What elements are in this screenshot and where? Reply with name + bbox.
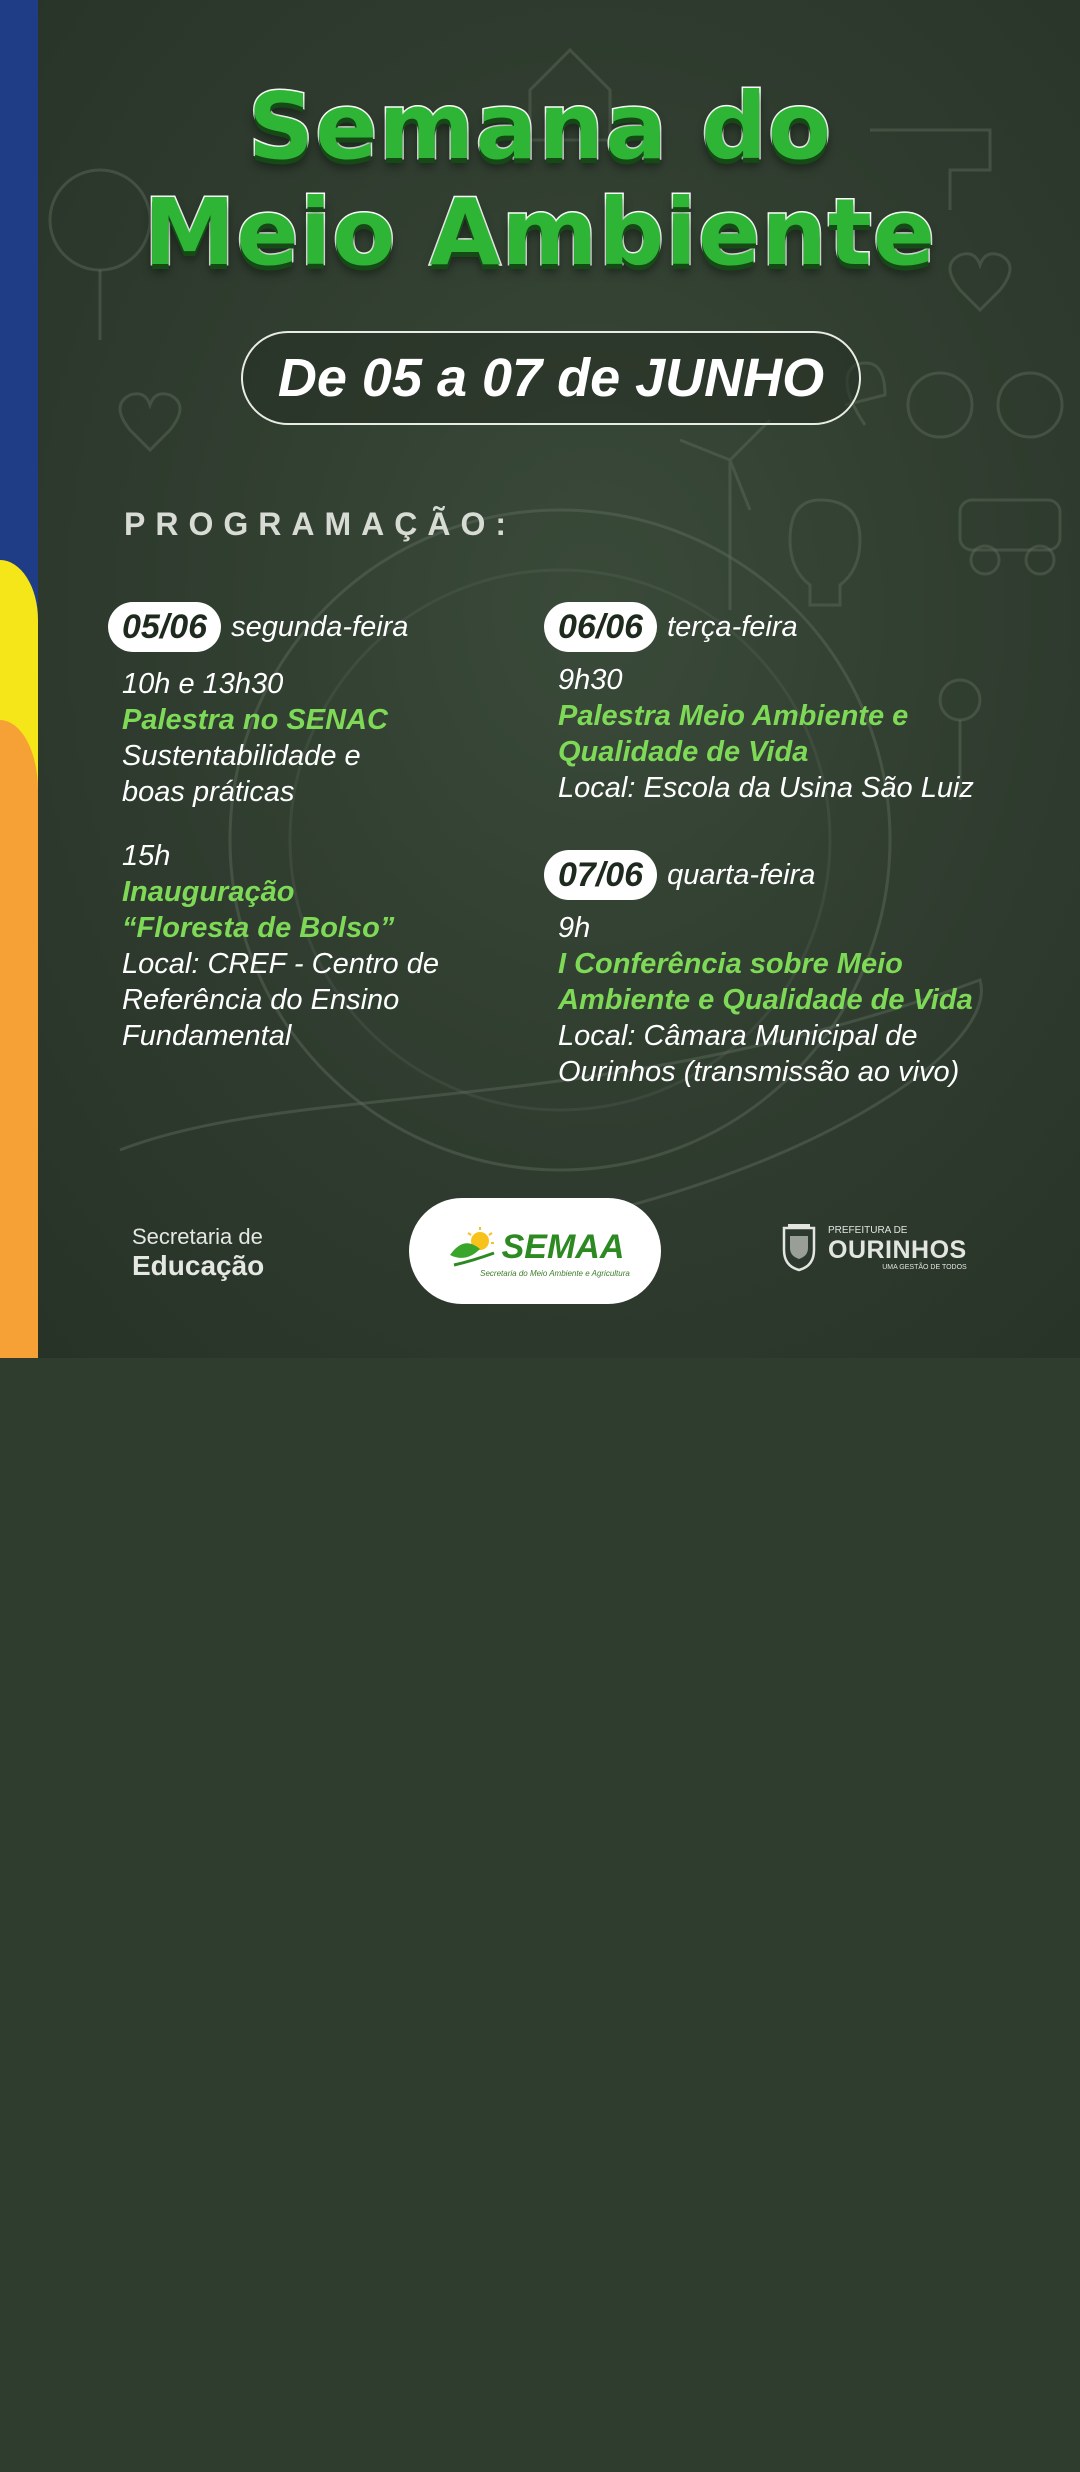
program-heading: PROGRAMAÇÃO: bbox=[124, 506, 516, 542]
prefeitura-text bbox=[828, 1225, 967, 1272]
event-time: 15h bbox=[122, 840, 171, 872]
day-weekday: quarta-feira bbox=[667, 858, 816, 891]
event-time: 9h30 bbox=[558, 664, 623, 696]
day-column-left bbox=[108, 602, 528, 1054]
event-item bbox=[108, 666, 528, 810]
event-title: Palestra no SENAC bbox=[122, 704, 388, 736]
semaa-leaf-sun-logo-icon bbox=[857, 2412, 927, 2472]
semaa-subtitle: Secretaria do Meio Ambiente e Agricultura bbox=[480, 1268, 630, 1278]
event-time: 9h bbox=[558, 912, 591, 944]
event-item bbox=[544, 662, 1064, 806]
left-orange-stripe bbox=[0, 720, 38, 1358]
education-logo bbox=[132, 1224, 264, 1282]
date-range-text: De 05 a 07 de JUNHO bbox=[277, 348, 825, 408]
day-weekday: segunda-feira bbox=[231, 610, 409, 643]
ourinhos-coat-of-arms-icon bbox=[778, 1224, 820, 1272]
event-time: 10h e 13h30 bbox=[122, 668, 284, 700]
event-item bbox=[544, 910, 1064, 1090]
event-title: I Conferência sobre Meio Ambiente e Qualidade de Vida bbox=[558, 948, 973, 1016]
event-description: Local: Câmara Municipal de Ourinhos (transmissão ao vivo) bbox=[558, 1020, 960, 1088]
semaa-name: SEMAA bbox=[501, 1227, 625, 1266]
event-description: Sustentabilidade e boas práticas bbox=[122, 740, 361, 808]
event-description: Local: Escola da Usina São Luiz bbox=[558, 772, 974, 804]
title-line-2: Meio Ambiente bbox=[143, 179, 937, 286]
prefeitura-ourinhos-logo bbox=[778, 1224, 967, 1272]
semaa-logo-row bbox=[446, 1225, 625, 1269]
semaa-logo-pill bbox=[409, 1198, 661, 1304]
event-title: Inauguração “Floresta de Bolso” bbox=[122, 876, 395, 944]
education-line-2: Educação bbox=[132, 1250, 265, 1281]
event-description: Local: CREF - Centro de Referência do Ensino Fundamental bbox=[122, 948, 439, 1052]
day-weekday: terça-feira bbox=[667, 610, 798, 643]
day-header bbox=[544, 850, 1064, 900]
day-date-badge: 06/06 bbox=[544, 602, 657, 652]
day-column-right bbox=[544, 602, 1064, 1090]
title-line-1: Semana do bbox=[247, 73, 833, 180]
prefeitura-prefix: PREFEITURA DE bbox=[828, 1224, 908, 1236]
date-range-pill bbox=[241, 331, 861, 425]
education-line-1: Secretaria de bbox=[132, 1224, 263, 1249]
day-header bbox=[108, 602, 528, 652]
day-date-badge: 05/06 bbox=[108, 602, 221, 652]
event-title: Palestra Meio Ambiente e Qualidade de Vida bbox=[558, 700, 909, 768]
prefeitura-name: OURINHOS bbox=[828, 1235, 967, 1264]
day-header bbox=[544, 602, 1064, 652]
day-date-badge: 07/06 bbox=[544, 850, 657, 900]
event-item bbox=[108, 838, 528, 1054]
prefeitura-slogan: UMA GESTÃO DE TODOS bbox=[882, 1263, 967, 1271]
semaa-leaf-sun-logo-icon bbox=[446, 1225, 498, 1269]
